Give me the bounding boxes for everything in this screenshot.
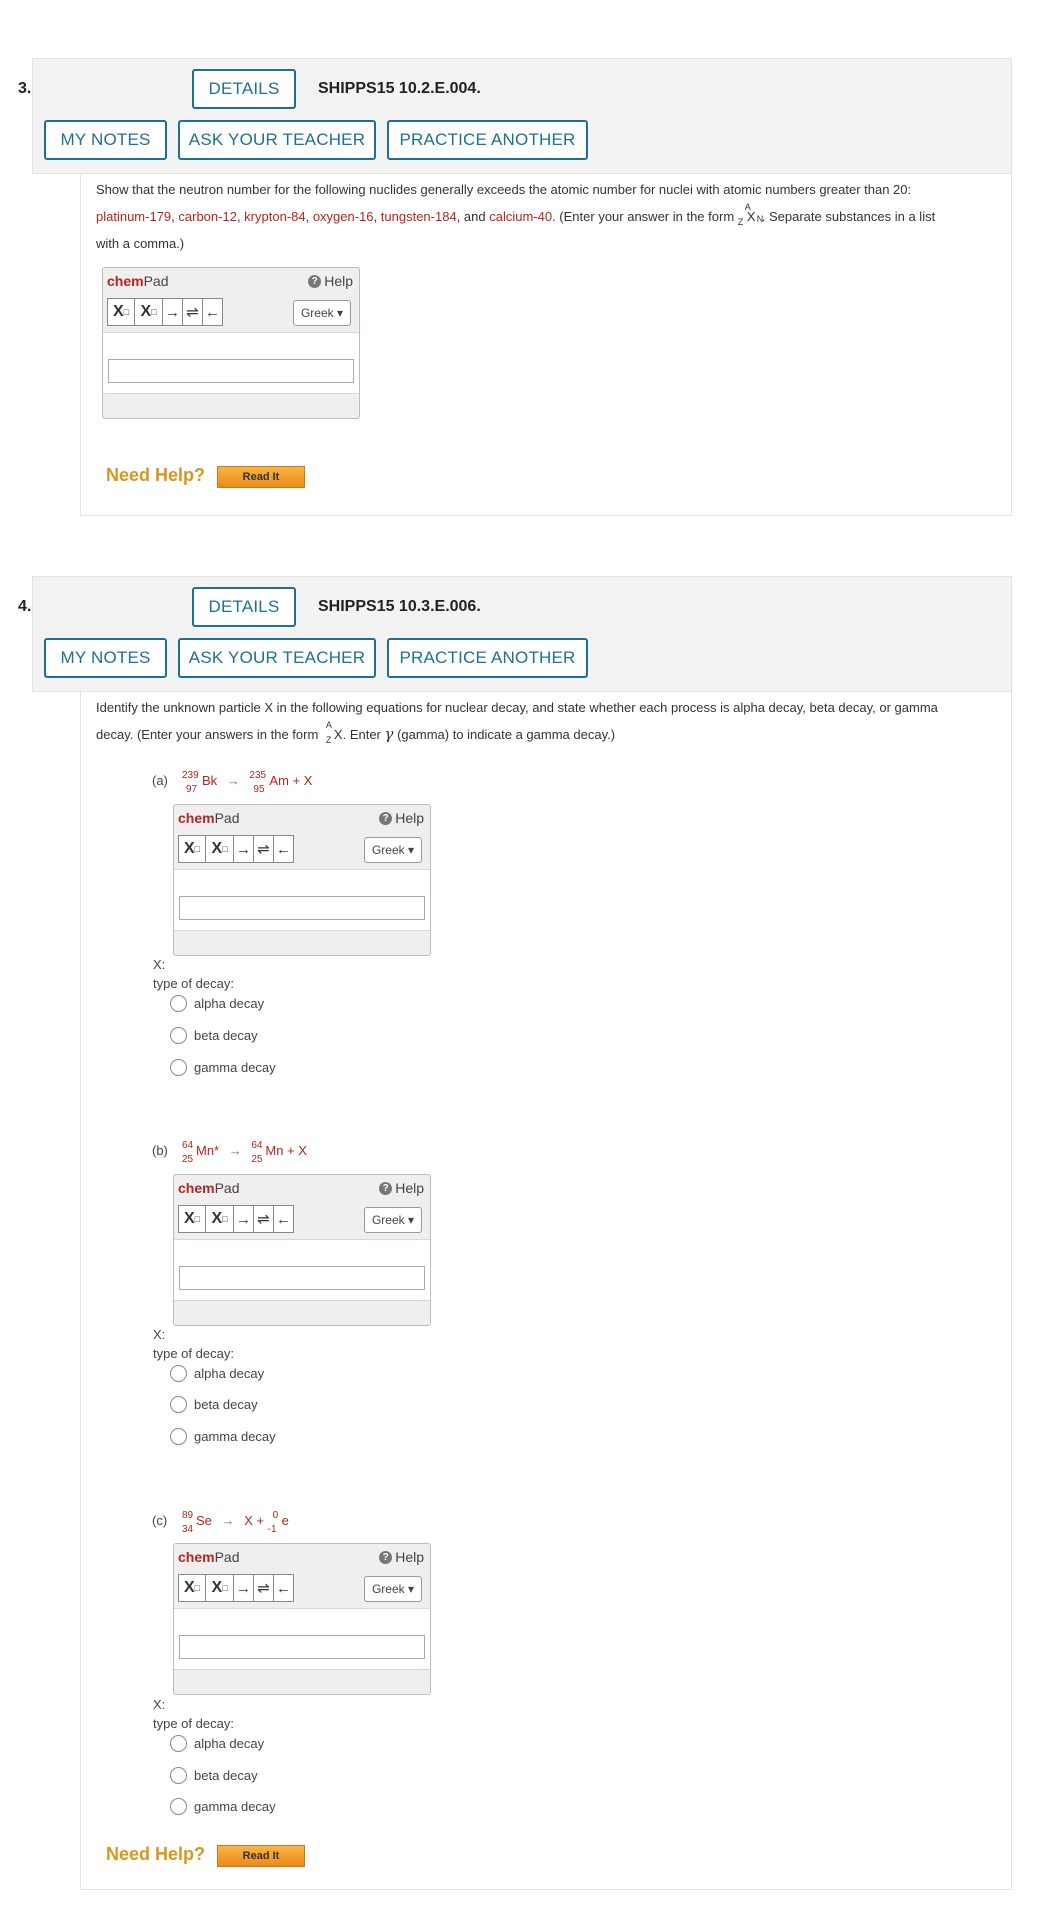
part-c-option-alpha[interactable]: alpha decay xyxy=(170,1735,264,1752)
q3-code: SHIPPS15 10.2.E.004. xyxy=(318,80,481,97)
q4-need-help: Need Help? xyxy=(106,1844,206,1864)
q3-prompt xyxy=(96,176,996,257)
part-c-equation: 89 34 Se → X + 0 -1 e xyxy=(182,1509,289,1535)
help-icon: ? xyxy=(379,1551,392,1564)
q3-prompt-line1: Show that the neutron number for the following nuclides generally exceeds the atomic number for nuclei with atomic numbers greater than 20: xyxy=(96,182,912,197)
q4-form-notation: A Z xyxy=(325,719,332,745)
part-b-label: (b) xyxy=(152,1143,168,1158)
part-a-option-beta[interactable]: beta decay xyxy=(170,1027,258,1044)
answer-form-notation: A Z X N xyxy=(737,201,764,227)
arrow-left-button[interactable]: ← xyxy=(203,298,223,326)
part-c-option-beta[interactable]: beta decay xyxy=(170,1767,258,1784)
radio-button[interactable] xyxy=(170,1059,187,1076)
part-c-x-label: X: xyxy=(153,1697,166,1712)
q4-details-button[interactable]: DETAILS xyxy=(192,587,296,627)
superscript-button[interactable]: X □ xyxy=(206,1574,234,1602)
arrow-right-button[interactable]: → xyxy=(163,298,183,326)
chempad-toolbar xyxy=(107,298,223,326)
nuclide-oxygen: oxygen-16 xyxy=(312,209,374,224)
radio-button[interactable] xyxy=(170,1428,187,1445)
nuclide-carbon: carbon-12 xyxy=(178,209,237,224)
q3-prompt-line3: with a comma.) xyxy=(96,236,185,251)
q4a-answer-input[interactable] xyxy=(179,896,425,920)
superscript-button[interactable]: X □ xyxy=(206,835,234,863)
radio-button[interactable] xyxy=(170,995,187,1012)
gamma-symbol: γ xyxy=(384,725,394,743)
q4-prompt-line2: decay. (Enter your answers in the form A Z X. Enter γ (gamma) to indicate a gamma decay.) xyxy=(96,719,616,745)
nuclide-krypton: krypton-84 xyxy=(244,209,306,224)
greek-dropdown[interactable]: Greek ▾ xyxy=(293,300,351,326)
q4c-chempad: chemPad ? Help X □ X □ → ⇌ ← Greek ▾ xyxy=(173,1543,431,1695)
arrow-left-button[interactable]: ← xyxy=(274,1574,294,1602)
subscript-button[interactable]: X □ xyxy=(107,298,135,326)
q3-need-help: Need Help? xyxy=(106,465,206,485)
q3-answer-input[interactable] xyxy=(108,359,354,383)
radio-button[interactable] xyxy=(170,1735,187,1752)
q4-read-it-button[interactable]: Read It xyxy=(217,1845,305,1867)
part-c-option-gamma[interactable]: gamma decay xyxy=(170,1798,276,1815)
q4b-answer-input[interactable] xyxy=(179,1266,425,1290)
part-a-x-label: X: xyxy=(153,957,166,972)
superscript-button[interactable]: X □ xyxy=(135,298,163,326)
arrow-equilibrium-button[interactable]: ⇌ xyxy=(254,1574,274,1602)
radio-button[interactable] xyxy=(170,1798,187,1815)
q4-code: SHIPPS15 10.3.E.006. xyxy=(318,598,481,615)
q4-practice-another-button[interactable]: PRACTICE ANOTHER xyxy=(387,638,588,678)
part-b-option-gamma[interactable]: gamma decay xyxy=(170,1428,276,1445)
greek-dropdown[interactable]: Greek ▾ xyxy=(364,837,422,863)
chempad-help[interactable]: ? Help xyxy=(379,1180,424,1196)
subscript-button[interactable]: X □ xyxy=(178,1205,206,1233)
chempad-help[interactable]: ? Help xyxy=(379,810,424,826)
arrow-left-button[interactable]: ← xyxy=(274,1205,294,1233)
part-a-option-gamma[interactable]: gamma decay xyxy=(170,1059,276,1076)
chempad-help[interactable]: ? Help xyxy=(379,1549,424,1565)
part-a-type-label: type of decay: xyxy=(153,976,234,991)
radio-button[interactable] xyxy=(170,1767,187,1784)
help-icon: ? xyxy=(308,275,321,288)
subscript-button[interactable]: X □ xyxy=(178,835,206,863)
q4a-chempad: chemPad ? Help X □ X □ → ⇌ ← Greek ▾ xyxy=(173,804,431,956)
help-icon: ? xyxy=(379,812,392,825)
q3-my-notes-button[interactable]: MY NOTES xyxy=(44,120,167,160)
q3-number: 3. xyxy=(18,80,32,97)
arrow-right-button[interactable]: → xyxy=(234,835,254,863)
q4c-answer-input[interactable] xyxy=(179,1635,425,1659)
chempad-title: chemPad xyxy=(107,273,169,289)
chempad-help[interactable]: ? Help xyxy=(308,273,353,289)
arrow-equilibrium-button[interactable]: ⇌ xyxy=(254,1205,274,1233)
nuclide-calcium: calcium-40 xyxy=(489,209,553,224)
radio-button[interactable] xyxy=(170,1396,187,1413)
part-c-label: (c) xyxy=(152,1513,168,1528)
part-a-equation: 239 97 Bk → 235 95 Am + X xyxy=(182,769,313,795)
part-b-x-label: X: xyxy=(153,1327,166,1342)
q3-practice-another-button[interactable]: PRACTICE ANOTHER xyxy=(387,120,588,160)
part-b-option-beta[interactable]: beta decay xyxy=(170,1396,258,1413)
q4-prompt xyxy=(96,694,996,748)
nuclide-tungsten: tungsten-184 xyxy=(380,209,457,224)
arrow-equilibrium-button[interactable]: ⇌ xyxy=(254,835,274,863)
radio-button[interactable] xyxy=(170,1027,187,1044)
q4b-chempad: chemPad ? Help X □ X □ → ⇌ ← Greek ▾ xyxy=(173,1174,431,1326)
arrow-right-button[interactable]: → xyxy=(234,1205,254,1233)
nuclide-platinum: platinum-179 xyxy=(96,209,172,224)
help-icon: ? xyxy=(379,1182,392,1195)
part-a-label: (a) xyxy=(152,773,168,788)
q4-number: 4. xyxy=(18,598,32,615)
q4-my-notes-button[interactable]: MY NOTES xyxy=(44,638,167,678)
q4-ask-teacher-button[interactable]: ASK YOUR TEACHER xyxy=(178,638,376,678)
q4-prompt-line1: Identify the unknown particle X in the following equations for nuclear decay, and state whether each process is alpha decay, beta decay, or gamma xyxy=(96,700,938,715)
chempad-area xyxy=(103,332,359,394)
part-c-type-label: type of decay: xyxy=(153,1716,234,1731)
part-b-type-label: type of decay: xyxy=(153,1346,234,1361)
q3-read-it-button[interactable]: Read It xyxy=(217,466,305,488)
part-b-equation: 64 25 Mn* → 64 25 Mn + X xyxy=(182,1139,307,1165)
greek-dropdown[interactable]: Greek ▾ xyxy=(364,1207,422,1233)
q3-details-button[interactable]: DETAILS xyxy=(192,69,296,109)
arrow-left-button[interactable]: ← xyxy=(274,835,294,863)
part-b-option-alpha[interactable]: alpha decay xyxy=(170,1365,264,1382)
radio-button[interactable] xyxy=(170,1365,187,1382)
part-a-option-alpha[interactable]: alpha decay xyxy=(170,995,264,1012)
q3-prompt-line2: platinum-179, carbon-12, krypton-84, oxygen-16, tungsten-184, and calcium-40. (Enter your answer in the form A Z X N . Separate substances in a list xyxy=(96,201,936,227)
superscript-button[interactable]: X □ xyxy=(206,1205,234,1233)
q3-ask-teacher-button[interactable]: ASK YOUR TEACHER xyxy=(178,120,376,160)
subscript-button[interactable]: X □ xyxy=(178,1574,206,1602)
greek-dropdown[interactable]: Greek ▾ xyxy=(364,1576,422,1602)
q3-chempad xyxy=(102,267,360,419)
arrow-right-button[interactable]: → xyxy=(234,1574,254,1602)
arrow-equilibrium-button[interactable]: ⇌ xyxy=(183,298,203,326)
